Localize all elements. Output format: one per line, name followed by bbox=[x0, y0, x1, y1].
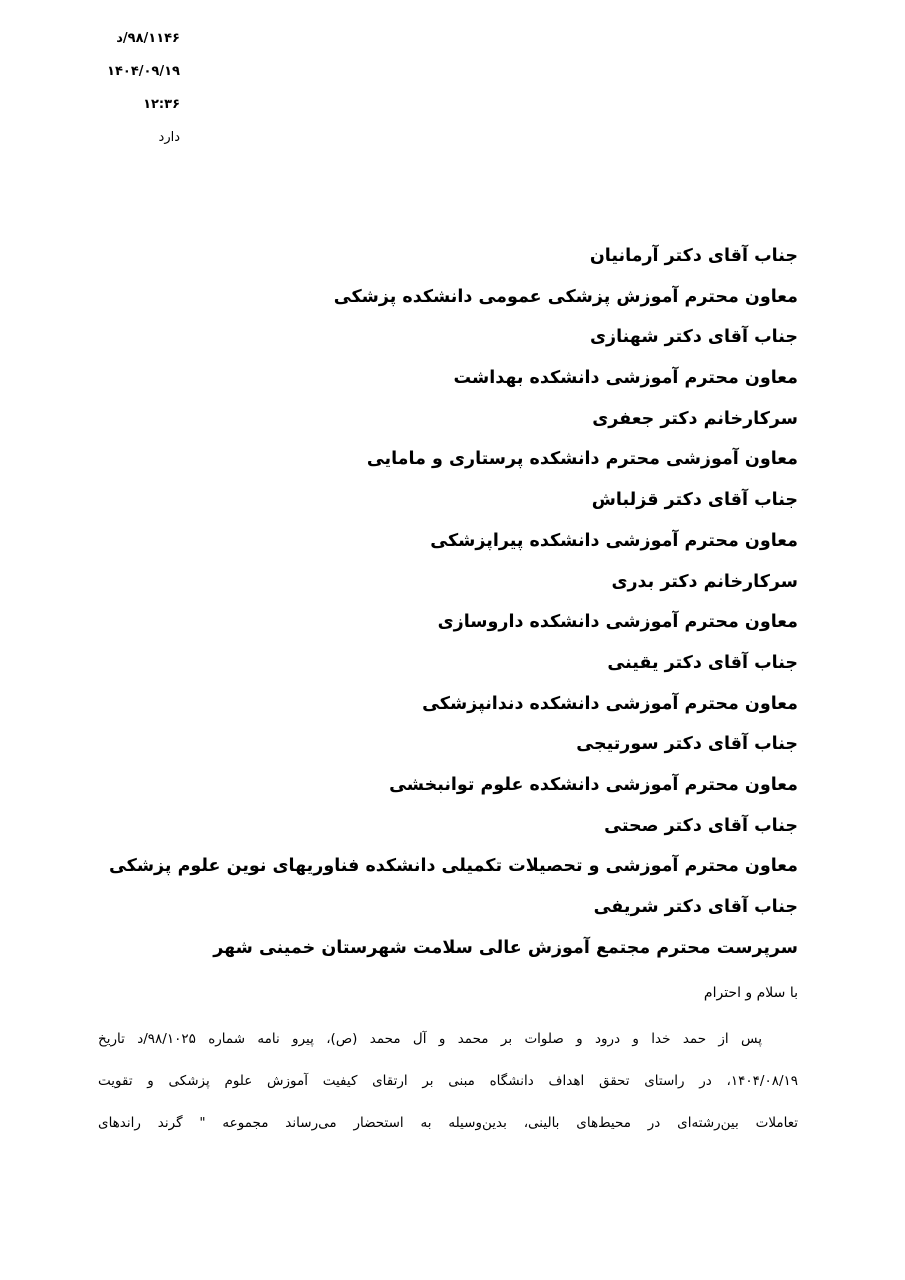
recipient-line: جناب آقای دکتر شریفی bbox=[593, 897, 798, 917]
recipient-line: معاون محترم آموزشی دانشکده بهداشت bbox=[453, 368, 798, 389]
letter-number: ۹۸/۱۱۴۶/د bbox=[116, 31, 180, 46]
recipient-line: معاون محترم آموزشی دانشکده دندانپزشکی bbox=[422, 693, 798, 714]
body-paragraph-line: ۱۴۰۴/۰۸/۱۹، در راستای تحقق اهداف دانشگاه مبنی بر ارتقای کیفیت آموزش علوم پزشکی و تقویت bbox=[98, 1073, 798, 1089]
body-paragraph-line: تعاملات بین‌رشته‌ای در محیط‌های بالینی، بدین‌وسیله به استحضار می‌رساند مجموعه " گرند راندهای bbox=[98, 1115, 798, 1131]
recipient-line: معاون محترم آموزشی دانشکده علوم توانبخشی bbox=[389, 774, 798, 795]
recipient-line: جناب آقای دکتر شهنازی bbox=[589, 327, 798, 348]
letter-metadata bbox=[60, 22, 180, 154]
recipient-line: جناب آقای دکتر قزلباش bbox=[591, 490, 798, 511]
body-paragraph-line: پس از حمد خدا و درود و صلوات بر محمد و آل محمد (ص)، پیرو نامه شماره ۹۸/۱۰۲۵/د تاریخ bbox=[98, 1031, 762, 1047]
recipient-line: معاون محترم آموزشی و تحصیلات تکمیلی دانشکده فناوریهای نوین علوم پزشکی bbox=[108, 856, 798, 877]
recipient-line: معاون محترم آموزش پزشکی عمومی دانشکده پزشکی bbox=[333, 286, 798, 307]
recipient-line: معاون محترم آموزشی دانشکده داروسازی bbox=[437, 612, 798, 633]
letter-time: ۱۲:۳۶ bbox=[143, 97, 180, 112]
recipient-line: جناب آقای دکتر آرمانیان bbox=[589, 246, 798, 266]
recipient-line: جناب آقای دکتر یقینی bbox=[607, 652, 798, 673]
recipient-line: سرکارخانم دکتر جعفری bbox=[592, 408, 798, 429]
attachment-status: دارد bbox=[158, 130, 180, 145]
recipient-line: جناب آقای دکتر سورتیجی bbox=[576, 734, 798, 755]
greeting: با سلام و احترام bbox=[703, 985, 798, 1001]
recipient-list bbox=[98, 236, 798, 968]
recipient-line: معاون آموزشی محترم دانشکده پرستاری و مامایی bbox=[366, 449, 798, 470]
letter-body bbox=[98, 1018, 798, 1144]
recipient-line: سرپرست محترم مجتمع آموزش عالی سلامت شهرستان خمینی شهر bbox=[213, 937, 798, 958]
recipient-line: سرکارخانم دکتر بدری bbox=[611, 571, 798, 592]
letter-date: ۱۴۰۴/۰۹/۱۹ bbox=[107, 64, 180, 79]
recipient-line: جناب آقای دکتر صحتی bbox=[604, 815, 798, 836]
recipient-line: معاون محترم آموزشی دانشکده پیراپزشکی bbox=[430, 530, 798, 551]
